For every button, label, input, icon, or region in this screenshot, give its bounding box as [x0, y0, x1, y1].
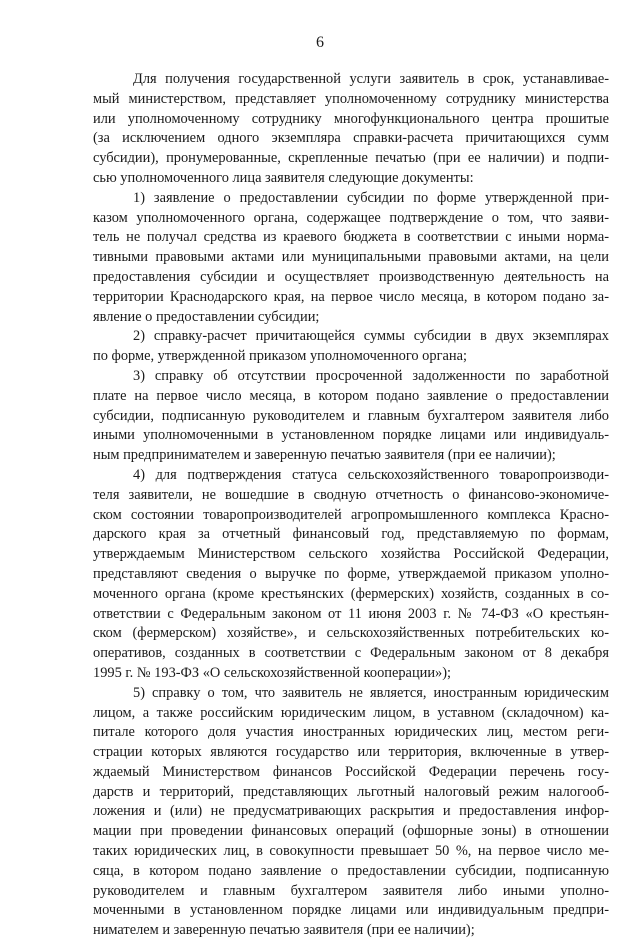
text-line: моченного органа (кроме крестьянских (фермерских) хозяйств, созданных в со- — [93, 585, 609, 602]
text-line: сью уполномоченного лица заявителя следующие документы: — [93, 169, 474, 186]
text-line: утверждаемым Министерством сельского хозяйства Российской Федерации, — [93, 546, 609, 563]
text-line: 4) для подтверждения статуса сельскохозяйственного товаропроизводи- — [133, 466, 609, 483]
text-line: ском состоянии товаропроизводителей агропромышленного комплекса Красно- — [93, 506, 609, 523]
text-line: 1) заявление о предоставлении субсидии по форме утвержденной при- — [133, 189, 609, 206]
text-line: субсидии), пронумерованные, скрепленные печатью (при ее наличии) и подпи- — [93, 150, 609, 167]
text-line: моченными в установленном порядке лицами или индивидуальным предпри- — [93, 902, 609, 919]
text-line: теля заявители, не вошедшие в сводную отчетность о финансово-экономиче- — [93, 486, 609, 503]
text-line: или уполномоченному сотруднику многофункционального центра прошитые — [93, 110, 609, 127]
text-line: Для получения государственной услуги заявитель в срок, устанавливае- — [133, 71, 609, 87]
text-line: руководителем и главным бухгалтером заявителя либо иными уполно- — [93, 882, 609, 899]
text-line: страции которых являются государство или территория, включенные в утвер- — [93, 744, 609, 761]
text-line: плате на первое число месяца, в котором подано заявление о предоставлении — [93, 387, 609, 404]
text-line: ском (фермерском) хозяйстве», и сельскохозяйственных потребительских ко- — [93, 625, 609, 642]
document-body — [93, 70, 609, 941]
text-line: тель не получал средства из краевого бюджета в соответствии с иными норма- — [93, 229, 609, 246]
text-line: оперативов, созданных в соответствии с Федеральным законом от 8 декабря — [93, 645, 609, 662]
text-line: дарств и территорий, представляющих льготный налоговый режим налогооб- — [93, 783, 609, 800]
text-line: питале которого доля участия иностранных юридических лиц, местом реги- — [93, 724, 609, 741]
text-line: по форме, утвержденной приказом уполномоченного органа; — [93, 348, 467, 365]
text-line: тивными правовыми актами или муниципальными правовыми актами, на цели — [93, 249, 609, 266]
text-line: нимателем и заверенную печатью заявителя (при ее наличии); — [93, 922, 475, 939]
text-line: 5) справку о том, что заявитель не является, иностранным юридическим — [133, 684, 609, 701]
text-line: иными уполномоченными в установленном порядке лицами или индивидуаль- — [93, 427, 609, 444]
text-line: казом уполномоченного органа, содержащее подтверждение о том, что заяви- — [93, 209, 609, 226]
text-line: лицом, а также российским юридическим лицом, в уставном (складочном) ка- — [93, 704, 609, 721]
text-line: таких юридических лиц, в совокупности превышает 50 %, на первое число ме- — [93, 843, 609, 860]
text-line: явление о предоставлении субсидии; — [93, 308, 320, 325]
text-line: территории Краснодарского края, на первое число месяца, в котором подано за- — [93, 288, 609, 305]
text-line: ждаемый Министерством финансов Российской Федерации перечень госу- — [93, 763, 609, 780]
text-line: сяца, в котором подано заявление о предоставлении субсидии, подписанную — [93, 862, 609, 879]
text-line: мации при проведении финансовых операций (офшорные зоны) в отношении — [93, 823, 609, 840]
text-line: 1995 г. № 193-ФЗ «О сельскохозяйственной кооперации»); — [93, 664, 452, 681]
text-line: (за исключением одного экземпляра справки-расчета причитающихся сумм — [93, 130, 609, 147]
text-line: ответствии с Федеральным законом от 11 июня 2003 г. № 74-ФЗ «О крестьян- — [93, 605, 609, 622]
text-line: субсидии, подписанную руководителем и главным бухгалтером заявителя либо — [93, 407, 609, 424]
text-line: ным предпринимателем и заверенную печатью заявителя (при ее наличии); — [93, 447, 556, 464]
text-line: 2) справку-расчет причитающейся суммы субсидии в двух экземплярах — [133, 328, 609, 345]
text-line: мый министерством, представляет уполномоченному сотруднику министерства — [93, 90, 609, 107]
text-line: предоставления субсидии и осуществляет производственную деятельность на — [93, 268, 609, 285]
text-line: представляют сведения о выручке по форме, утверждаемой приказом уполно- — [93, 565, 609, 582]
text-line: 3) справку об отсутствии просроченной задолженности по заработной — [133, 367, 609, 384]
text-line: ложения и (или) не предусматривающих раскрытия и предоставления инфор- — [93, 803, 609, 820]
page-number: 6 — [316, 34, 324, 51]
text-line: дарского края за отчетный финансовый год, представляемую по формам, — [93, 526, 609, 543]
